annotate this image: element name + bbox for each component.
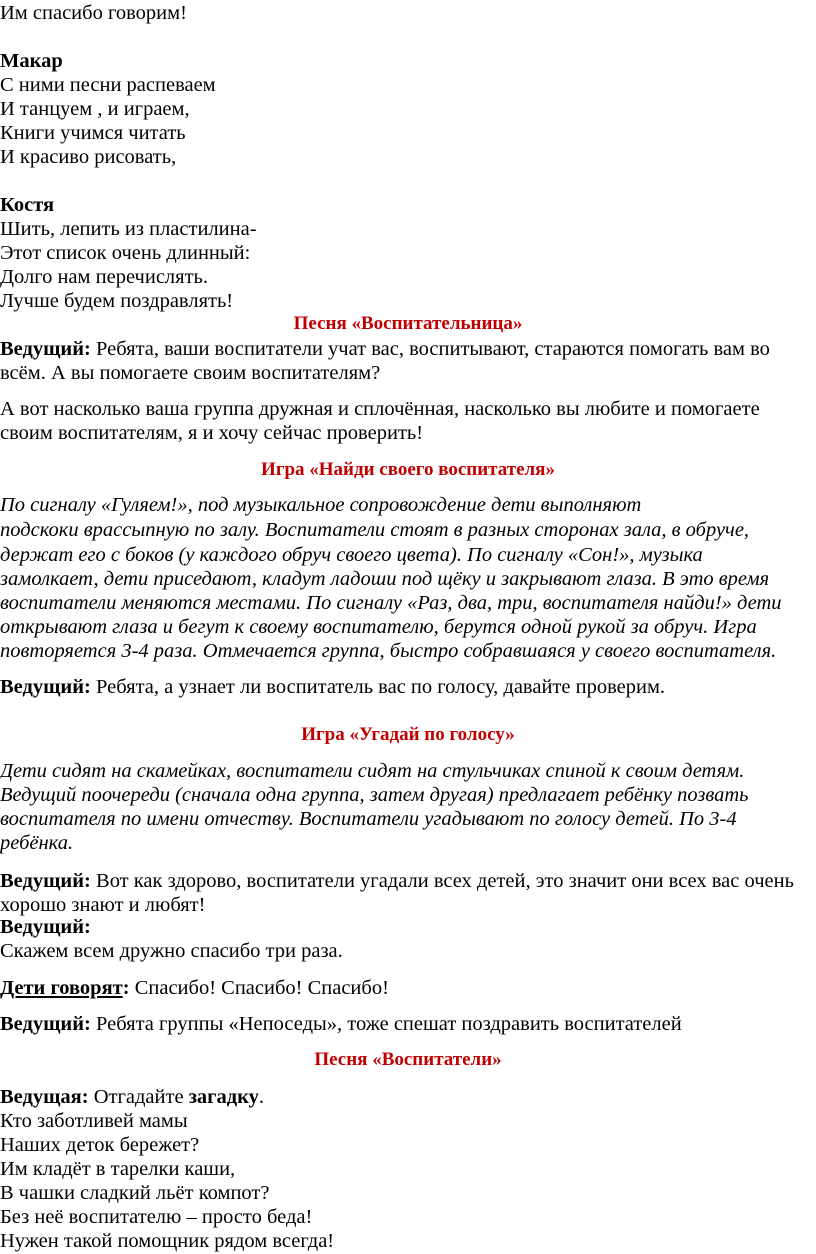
poem-line: Этот список очень длинный:: [0, 242, 251, 264]
speaker-kostya: Костя: [0, 194, 55, 216]
poem-line: Наших деток бережет?: [0, 1134, 200, 1156]
paragraph-line: всём. А вы помогаете своим воспитателям?: [0, 362, 381, 384]
game-description-line: подскоки врассыпную по залу. Воспитатели стоят в разных сторонах зала, в обруче,: [0, 519, 750, 541]
paragraph-line: Скажем всем дружно спасибо три раза.: [0, 940, 343, 962]
speaker-label: Ведущий:: [0, 916, 91, 938]
paragraph-line: хорошо знают и любят!: [0, 894, 206, 916]
speaker-colon: :: [122, 977, 130, 999]
poem-line: Нужен такой помощник рядом всегда!: [0, 1230, 335, 1252]
poem-line: С ними песни распеваем: [0, 74, 216, 96]
speaker-label: Ведущая:: [0, 1086, 89, 1108]
paragraph-text: Вот как здорово, воспитатели угадали всех детей, это значит они всех вас очень: [90, 870, 794, 892]
paragraph-text: Ребята, ваши воспитатели учат вас, воспитывают, стараются помогать вам во: [90, 338, 770, 360]
speaker-label: Ведущий:: [0, 870, 91, 892]
game-description-line: ребёнка.: [0, 832, 74, 854]
paragraph-text: .: [258, 1086, 265, 1108]
poem-line: Без неё воспитателю – просто беда!: [0, 1206, 313, 1228]
paragraph-line: [0, 1012, 816, 1036]
game-description-line: воспитателя по имени отчеству. Воспитатели угадывают по голосу детей. По 3-4: [0, 808, 737, 830]
poem-line: Шить, лепить из пластилина-: [0, 218, 257, 240]
poem-line: Лучше будем поздравлять!: [0, 290, 234, 312]
game-description-line: держат его с боков (у каждого обруч своего цвета). По сигналу «Сон!», музыка: [0, 544, 703, 566]
song-heading: Песня «Воспитательница»: [293, 313, 523, 334]
poem-line: Книги учимся читать: [0, 122, 186, 144]
poem-line: И танцуем , и играем,: [0, 98, 190, 120]
game-description-line: Дети сидят на скамейках, воспитатели сидят на стульчиках спиной к своим детям.: [0, 760, 745, 782]
speaker-label: Ведущий:: [0, 1013, 91, 1035]
paragraph-line: А вот насколько ваша группа дружная и сплочённая, насколько вы любите и помогаете: [0, 398, 760, 420]
speaker-makar: Макар: [0, 50, 63, 72]
speaker-label: Ведущий:: [0, 338, 91, 360]
paragraph-line: [0, 976, 816, 1000]
game-description-line: По сигналу «Гуляем!», под музыкальное сопровождение дети выполняют: [0, 494, 642, 516]
paragraph-text: Ребята, а узнает ли воспитатель вас по голосу, давайте проверим.: [90, 676, 666, 698]
paragraph-text: Отгадайте: [88, 1086, 189, 1108]
poem-line: Им кладёт в тарелки каши,: [0, 1158, 236, 1180]
riddle-word: загадку: [188, 1086, 259, 1108]
poem-line: В чашки сладкий льёт компот?: [0, 1182, 270, 1204]
paragraph-line: [0, 337, 816, 361]
paragraph-text: Ребята группы «Непоседы», тоже спешат поздравить воспитателей: [90, 1013, 682, 1035]
poem-line: Кто заботливей мамы: [0, 1110, 188, 1132]
game-description-line: замолкает, дети приседают, кладут ладоши под щёку и закрывают глаза. В это время: [0, 568, 770, 590]
game-description-line: воспитатели меняются местами. По сигналу «Раз, два, три, воспитателя найди!» дети: [0, 592, 782, 614]
paragraph-line: [0, 1085, 816, 1109]
game-description-line: открывают глаза и бегут к своему воспитателю, берутся одной рукой за обруч. Игра: [0, 616, 757, 638]
game-heading: Игра «Угадай по голосу»: [301, 724, 515, 745]
game-description-line: Ведущий поочереди (сначала одна группа, затем другая) предлагает ребёнку позвать: [0, 784, 749, 806]
paragraph-line: [0, 869, 816, 893]
paragraph-line: своим воспитателям, я и хочу сейчас проверить!: [0, 422, 424, 444]
paragraph-line: [0, 675, 816, 699]
speaker-label: Дети говорят: [0, 977, 123, 999]
game-heading: Игра «Найди своего воспитателя»: [261, 459, 555, 480]
poem-line: Им спасибо говорим!: [0, 2, 187, 24]
paragraph-text: Спасибо! Спасибо! Спасибо!: [129, 977, 389, 999]
poem-line: И красиво рисовать,: [0, 146, 177, 168]
speaker-label: Ведущий:: [0, 676, 91, 698]
poem-line: Долго нам перечислять.: [0, 266, 209, 288]
song-heading: Песня «Воспитатели»: [314, 1049, 502, 1070]
game-description-line: повторяется 3-4 раза. Отмечается группа, быстро собравшаяся у своего воспитателя.: [0, 640, 777, 662]
